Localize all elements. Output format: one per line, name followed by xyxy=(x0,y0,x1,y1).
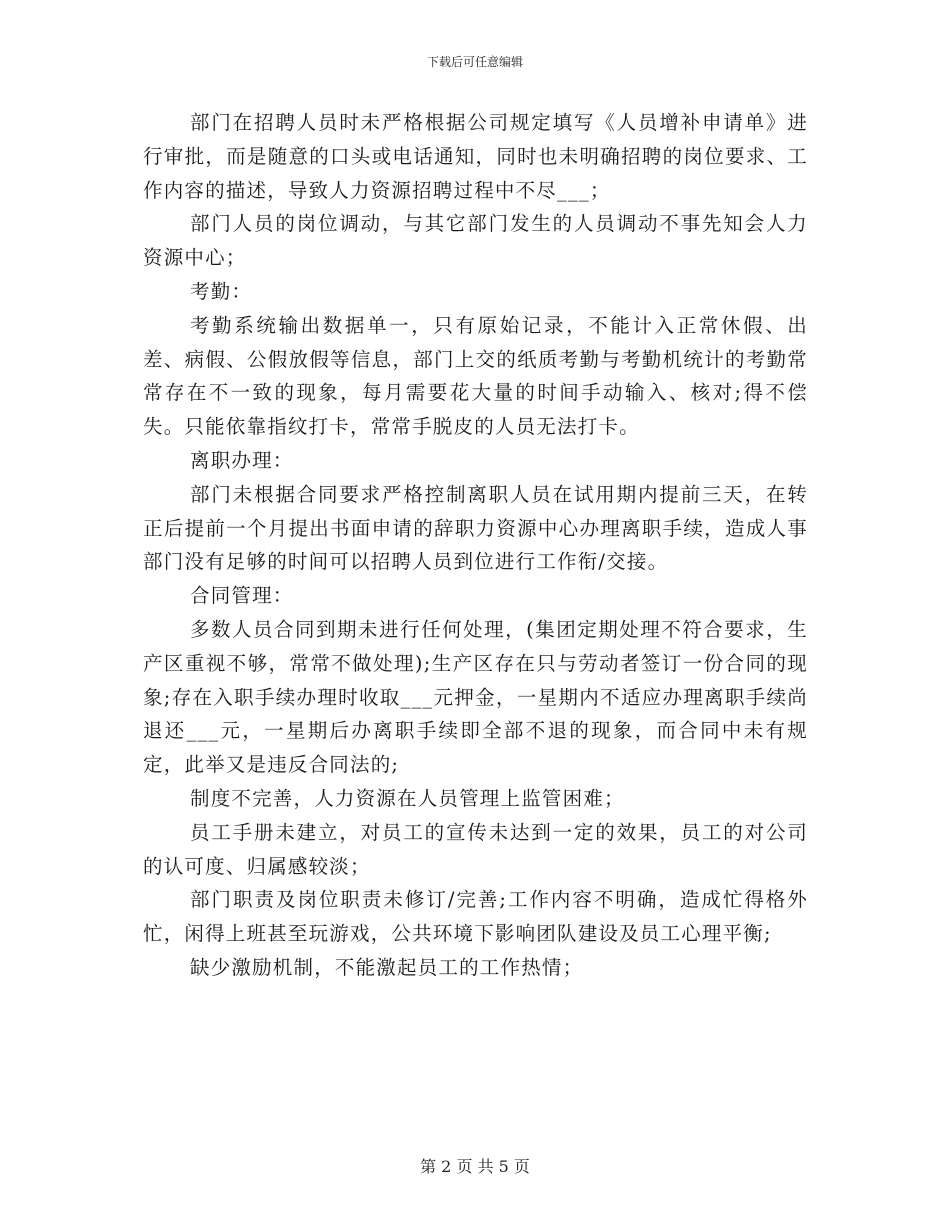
document-body xyxy=(143,106,808,985)
section-heading-resignation: 离职办理： xyxy=(190,448,294,472)
page-header: 下载后可任意编辑 xyxy=(426,55,523,69)
page-number: 第 2 页 共 5 页 xyxy=(420,1157,530,1176)
paragraph-responsibility-issue: 部门职责及岗位职责未修订/完善;工作内容不明确，造成忙得格外忙，闲得上班甚至玩游戏，公共环境下影响团队建设及员工心理平衡; xyxy=(143,888,808,946)
section-heading-attendance: 考勤： xyxy=(190,279,253,303)
paragraph-incentive-issue: 缺少激励机制，不能激起员工的工作热情； xyxy=(190,955,584,979)
paragraph-attendance-issue: 考勤系统输出数据单一，只有原始记录，不能计入正常休假、出差、病假、公假放假等信息，部门上交的纸质考勤与考勤机统计的考勤常常存在不一致的现象，每月需要花大量的时间手动输入、核对;得不偿失。只能依靠指纹打卡，常常手脱皮的人员无法打卡。 xyxy=(143,313,808,439)
paragraph-system-issue: 制度不完善，人力资源在人员管理上监管困难； xyxy=(190,786,625,810)
paragraph-resignation-issue: 部门未根据合同要求严格控制离职人员在试用期内提前三天，在转正后提前一个月提出书面申请的辞职力资源中心办理离职手续，造成人事部门没有足够的时间可以招聘人员到位进行工作衔/交接。 xyxy=(143,482,808,574)
paragraph-handbook-issue: 员工手册未建立，对员工的宣传未达到一定的效果，员工的对公司的认可度、归属感较淡； xyxy=(143,820,808,878)
paragraph-transfer-issue: 部门人员的岗位调动，与其它部门发生的人员调动不事先知会人力资源中心； xyxy=(143,212,808,270)
section-heading-contract: 合同管理： xyxy=(190,584,294,608)
paragraph-contract-issue: 多数人员合同到期未进行任何处理，(集团定期处理不符合要求，生产区重视不够，常常不做处理);生产区存在只与劳动者签订一份合同的现象;存在入职手续办理时收取___元押金，一星期内不适应办理离职手续尚退还___元，一星期后办离职手续即全部不退的现象，而合同中未有规定，此举又是违反合同法的; xyxy=(143,617,808,777)
paragraph-recruitment-issue: 部门在招聘人员时未严格根据公司规定填写《人员增补申请单》进行审批，而是随意的口头或电话通知，同时也未明确招聘的岗位要求、工作内容的描述，导致人力资源招聘过程中不尽___； xyxy=(143,111,808,202)
